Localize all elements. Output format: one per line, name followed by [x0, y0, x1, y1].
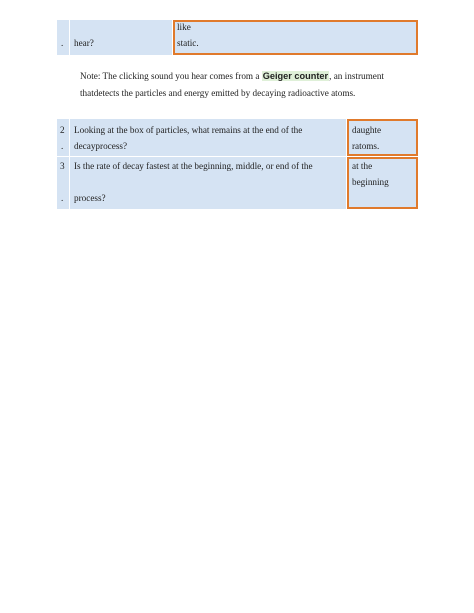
answer-line-2: ratoms. [352, 141, 380, 151]
row-number-dot: . [61, 141, 64, 151]
answer-box [173, 20, 418, 55]
answer-line-2: beginning [352, 177, 389, 187]
question-text: hear? [74, 38, 94, 48]
answer-line-1: like [177, 22, 191, 32]
note-prefix: Note: The clicking sound you hear comes from a [80, 71, 262, 81]
question-text: Is the rate of decay fastest at the beginning, middle, or end of the [74, 161, 313, 171]
row-number: . [61, 38, 64, 48]
row-number-dot: . [61, 193, 64, 203]
row-number: 2 [60, 125, 65, 135]
question-text-cont: process? [74, 193, 106, 203]
answer-line-1: daughte [352, 125, 382, 135]
geiger-counter-highlight: Geiger counter [262, 71, 329, 81]
row-number: 3 [60, 161, 65, 171]
answer-line-1: at the [352, 161, 373, 171]
note-suffix: , an instrument [329, 71, 384, 81]
question-text: Looking at the box of particles, what remains at the end of the [74, 125, 303, 135]
note-line-1 [80, 71, 384, 82]
question-text-cont: decayprocess? [74, 141, 128, 151]
answer-line-2: static. [177, 38, 199, 48]
note-line-2: thatdetects the particles and energy emitted by decaying radioactive atoms. [80, 88, 356, 98]
